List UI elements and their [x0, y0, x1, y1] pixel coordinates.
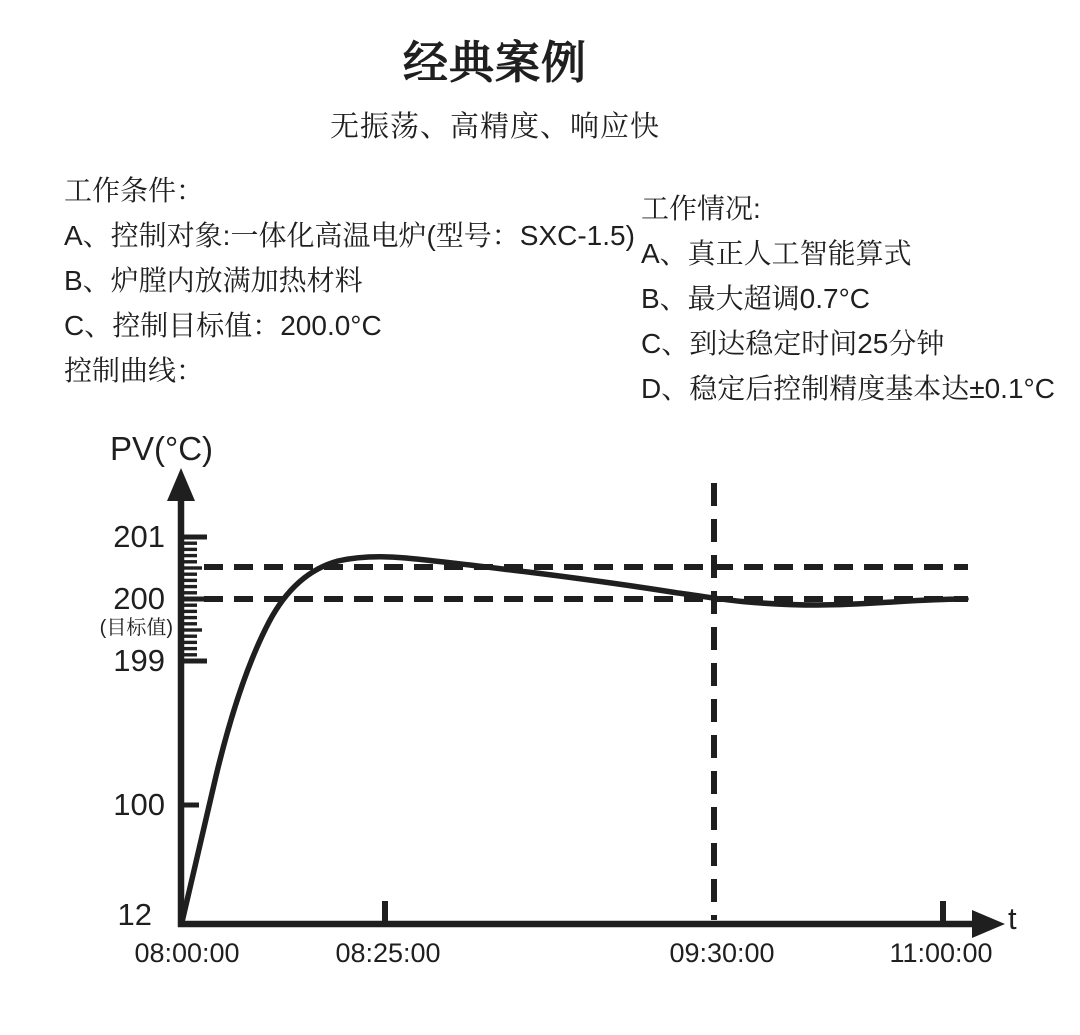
condition-item-a: A、控制对象:一体化高温电炉(型号：SXC-1.5) — [64, 220, 635, 251]
pv-curve — [182, 557, 966, 922]
x-axis-title: t — [1008, 901, 1017, 936]
target-value-label: (目标值) — [99, 617, 173, 639]
x-axis-arrow-icon — [972, 910, 1005, 938]
x-tick-label-110000: 11:00:00 — [889, 938, 993, 968]
result-item-b: B、最大超调0.7°C — [641, 283, 871, 314]
x-tick-0825-mark — [382, 901, 388, 921]
x-tick-label-082500: 08:25:00 — [335, 938, 441, 968]
x-tick-label-080000: 08:00:00 — [134, 938, 240, 968]
y-tick-label-199: 199 — [113, 643, 165, 678]
page-title: 经典案例 — [402, 37, 587, 88]
page-subtitle: 无振荡、高精度、响应快 — [329, 111, 660, 143]
y-tick-label-12: 12 — [117, 897, 152, 932]
results-heading: 工作情况: — [641, 193, 761, 224]
result-item-a: A、真正人工智能算式 — [641, 238, 912, 269]
condition-item-c: C、控制目标值：200.0°C — [64, 310, 382, 341]
y-tick-label-200: 200 — [113, 581, 165, 616]
control-curve-caption: 控制曲线： — [64, 355, 205, 386]
x-tick-label-093000: 09:30:00 — [669, 938, 775, 968]
condition-item-b: B、炉膛内放满加热材料 — [64, 265, 363, 296]
y-axis-arrow-icon — [167, 468, 195, 501]
x-tick-1100-mark — [940, 901, 946, 921]
y-tick-label-100: 100 — [113, 787, 165, 822]
result-item-c: C、到达稳定时间25分钟 — [641, 328, 945, 359]
result-item-d: D、稳定后控制精度基本达±0.1°C — [641, 373, 1055, 404]
y-axis-ruler-ticks — [183, 535, 207, 664]
y-tick-100-mark — [183, 803, 199, 808]
y-axis-title: PV(°C) — [110, 430, 214, 467]
y-tick-label-201: 201 — [113, 519, 165, 554]
conditions-heading: 工作条件： — [64, 175, 205, 206]
